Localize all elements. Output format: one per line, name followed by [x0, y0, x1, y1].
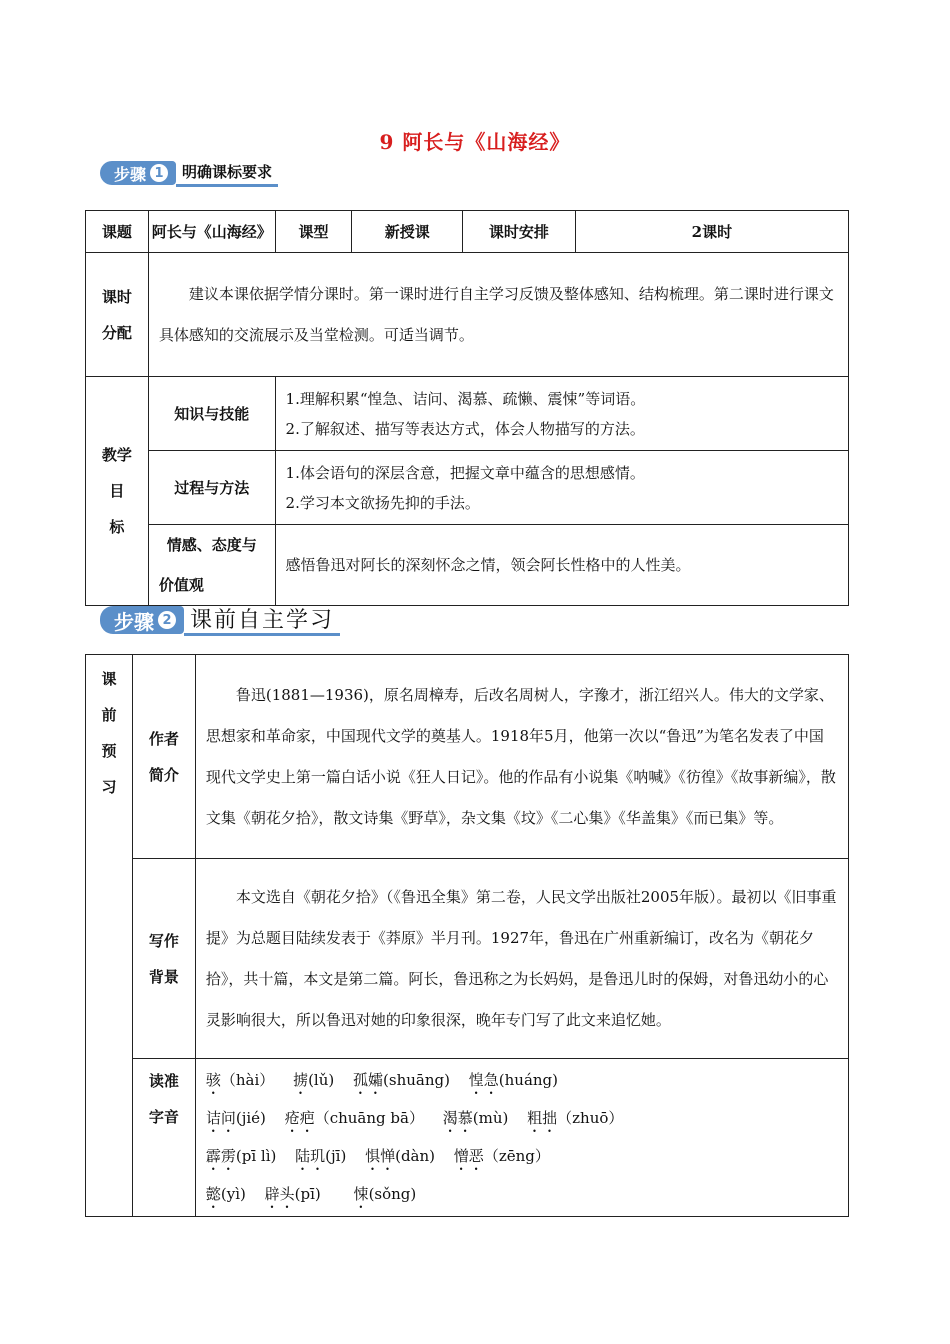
pron-pinyin: (lǔ): [308, 1071, 335, 1089]
process-item: 2.学习本文欲扬先抑的手法。: [285, 493, 480, 512]
pronunciation-label-line: 字音: [148, 1108, 179, 1126]
author-label: [132, 655, 195, 859]
allocation-text: 建议本课依据学情分课时。第一课时进行自主学习反馈及整体感知、结构梳理。第二课时进行课文具体感知的交流展示及当堂检测。可适当调节。: [148, 253, 848, 377]
pron-char: 悚: [353, 1185, 369, 1203]
side-label-char: 习: [101, 778, 117, 796]
allocation-label-line: 课时: [101, 287, 132, 306]
pron-char: 骇: [205, 1071, 221, 1089]
type-header: 课型: [275, 211, 352, 253]
pron-pinyin: (jī): [325, 1147, 347, 1165]
pron-item: [295, 1147, 346, 1165]
step-number: 1: [150, 164, 168, 182]
process-item: 1.体会语句的深层含意，把握文章中蕴含的思想感情。: [285, 463, 645, 482]
pron-char: 渴慕: [442, 1109, 473, 1127]
goals-label: [86, 377, 149, 606]
step-label: 明确课标要求: [176, 160, 278, 187]
pron-item: [469, 1071, 558, 1089]
pron-char: 懿: [205, 1185, 221, 1203]
emotion-label-line: 价值观: [158, 576, 204, 594]
pron-char: 孤孀: [353, 1071, 384, 1089]
topic-header: 课题: [86, 211, 149, 253]
knowledge-item: 2.了解叙述、描写等表达方式，体会人物描写的方法。: [285, 419, 645, 438]
pron-item: [443, 1109, 509, 1127]
preview-table: [85, 654, 849, 1217]
step-number: 2: [158, 611, 176, 629]
pron-char: 霹雳: [205, 1147, 236, 1165]
emotion-label-line: 情感、态度与: [166, 536, 257, 554]
pron-char: 辟头: [264, 1185, 295, 1203]
pron-pinyin: (pī lì): [235, 1147, 277, 1165]
pron-item: [285, 1109, 424, 1127]
pronunciation-label-line: 读准: [148, 1072, 179, 1090]
pron-item: [206, 1185, 246, 1203]
pron-char: 惧惮: [365, 1147, 396, 1165]
process-content: [275, 451, 848, 525]
pron-pinyin: (sǒng): [368, 1185, 417, 1203]
author-text: 鲁迅(1881—1936)，原名周樟寿，后改名周树人，字豫才，浙江绍兴人。伟大的文学家、思想家和革命家，中国现代文学的奠基人。1918年5月，他第一次以“鲁迅”为笔名发表了中国现代文学史上第一篇白话小说《狂人日记》。他的作品有小说集《呐喊》《彷徨》《故事新编》，散文集《朝花夕拾》，散文诗集《野草》，杂文集《坟》《二心集》《华盖集》《而已集》等。: [195, 655, 848, 859]
emotion-content: 感悟鲁迅对阿长的深刻怀念之情，领会阿长性格中的人性美。: [275, 525, 848, 606]
hours-value: 2课时: [575, 211, 848, 253]
allocation-label: [86, 253, 149, 377]
pronunciation-list: [195, 1059, 848, 1217]
pron-char: 疮疤: [284, 1109, 315, 1127]
pron-item: [206, 1109, 266, 1127]
step-badge: [100, 161, 176, 185]
goals-label-line: 标: [109, 518, 125, 536]
pron-pinyin: (jié): [235, 1109, 266, 1127]
type-value: 新授课: [352, 211, 463, 253]
side-label-char: 课: [101, 670, 117, 688]
pron-pinyin: (huáng): [498, 1071, 559, 1089]
pron-item: [206, 1147, 276, 1165]
author-label-line: 简介: [148, 765, 179, 784]
pron-pinyin: (mù): [472, 1109, 509, 1127]
course-requirements-table: [85, 210, 849, 606]
goals-label-line: 教学: [101, 446, 132, 464]
background-label: [132, 859, 195, 1059]
pron-item: [527, 1109, 623, 1127]
knowledge-content: [275, 377, 848, 451]
pron-char: 诘问: [205, 1109, 236, 1127]
pron-pinyin: (yì): [220, 1185, 246, 1203]
preview-side-label: [86, 655, 133, 1217]
pron-char: 粗拙: [527, 1109, 558, 1127]
background-text: 本文选自《朝花夕拾》（《鲁迅全集》第二卷，人民文学出版社2005年版）。最初以《旧事重提》为总题目陆续发表于《莽原》半月刊。1927年，鲁迅在广州重新编订，改名为《朝花夕拾》，共十篇，本文是第二篇。阿长，鲁迅称之为长妈妈，是鲁迅儿时的保姆，对鲁迅幼小的心灵影响很大，所以鲁迅对她的印象很深，晚年专门写了此文来追忆她。: [195, 859, 848, 1059]
pronunciation-row: [206, 1099, 838, 1137]
side-label-char: 前: [101, 706, 117, 724]
author-label-line: 作者: [148, 729, 179, 748]
pron-pinyin: (pī): [294, 1185, 321, 1203]
pron-char: 惶急: [468, 1071, 499, 1089]
side-label-char: 预: [101, 742, 117, 760]
pronunciation-row: [206, 1137, 838, 1175]
knowledge-item: 1.理解积累“惶急、诘问、渴慕、疏懒、震悚”等词语。: [285, 389, 646, 408]
step-badge: [100, 606, 184, 634]
pron-item: [354, 1185, 417, 1203]
knowledge-label: 知识与技能: [148, 377, 275, 451]
allocation-label-line: 分配: [101, 323, 132, 342]
step-2-header: [100, 607, 340, 633]
pronunciation-row: [206, 1175, 838, 1213]
pron-item: [365, 1147, 435, 1165]
pronunciation-row: [206, 1061, 838, 1099]
topic-value: 阿长与《山海经》: [148, 211, 275, 253]
pron-pinyin: （zhuō）: [557, 1109, 624, 1127]
pron-item: [353, 1071, 450, 1089]
background-label-line: 写作: [148, 931, 179, 950]
pron-pinyin: （zēng）: [483, 1147, 550, 1165]
pron-char: 陆玑: [295, 1147, 326, 1165]
step-label: 课前自主学习: [184, 605, 340, 636]
page-title: 9 阿长与《山海经》: [379, 130, 571, 154]
goals-label-line: 目: [109, 482, 125, 500]
emotion-label: [148, 525, 275, 606]
step-badge-text: 步骤: [114, 609, 154, 634]
pron-item: [206, 1071, 274, 1089]
pronunciation-label: [132, 1059, 195, 1217]
pron-pinyin: （chuāng bā）: [314, 1109, 424, 1127]
pron-pinyin: (dàn): [395, 1147, 436, 1165]
background-label-line: 背景: [148, 967, 179, 986]
pron-item: [454, 1147, 550, 1165]
pron-item: [293, 1071, 334, 1089]
pron-char: 憎恶: [453, 1147, 484, 1165]
step-1-header: [100, 160, 278, 186]
hours-header: 课时安排: [463, 211, 576, 253]
pron-pinyin: (shuāng): [383, 1071, 450, 1089]
pron-char: 掳: [293, 1071, 309, 1089]
pron-item: [265, 1185, 321, 1203]
pron-pinyin: （hài）: [220, 1071, 275, 1089]
process-label: 过程与方法: [148, 451, 275, 525]
step-badge-text: 步骤: [114, 164, 147, 184]
